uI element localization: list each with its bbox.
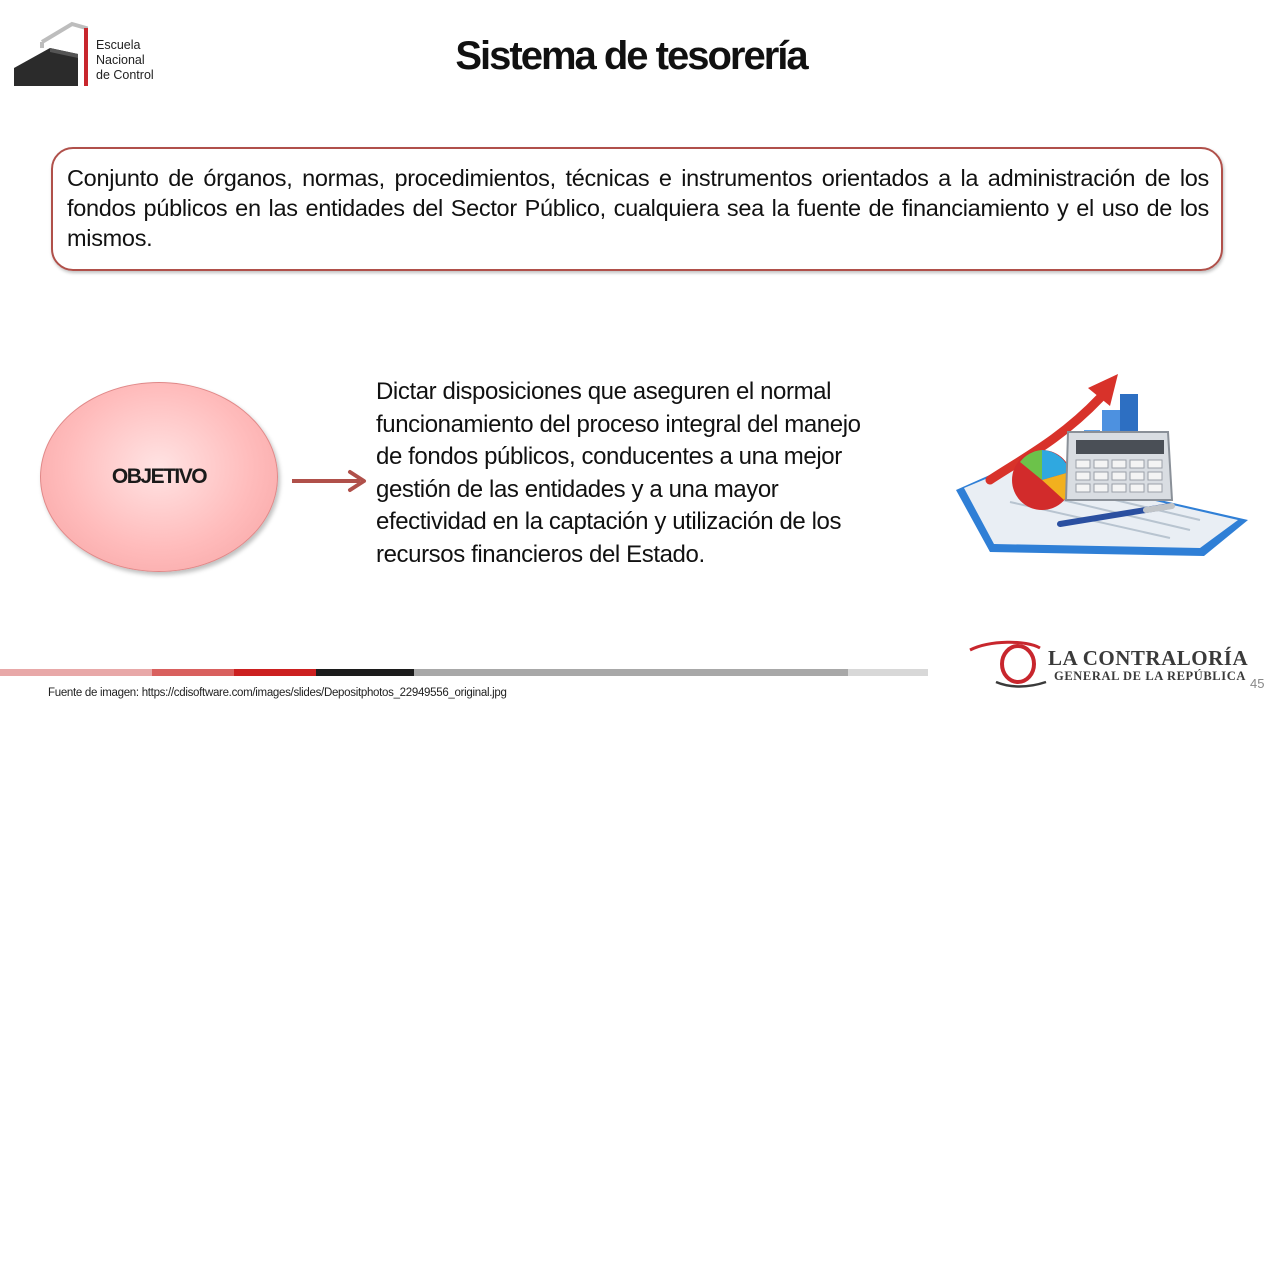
- finance-chart-calculator-icon: [950, 370, 1252, 566]
- objective-line: Dictar disposiciones que aseguren el normal: [376, 378, 832, 405]
- page-number: 45: [1250, 676, 1265, 691]
- footer-bar-segment: [414, 669, 848, 676]
- arrow-right-icon: [290, 468, 370, 499]
- image-source-note: Fuente de imagen: https://cdisoftware.com/images/slides/Depositphotos_22949556_original.jpg: [48, 687, 507, 699]
- footer-bar-segment: [848, 669, 928, 676]
- footer-color-bar: [0, 669, 928, 676]
- contraloria-name: LA CONTRALORÍA: [1048, 646, 1249, 670]
- footer-bar-segment: [0, 669, 152, 676]
- objective-line: recursos financieros del Estado.: [376, 540, 705, 568]
- objective-line: funcionamiento del proceso integral del manejo: [376, 410, 861, 438]
- footer-bar-segment: [316, 669, 414, 676]
- objective-line: efectividad en la captación y utilización de los: [376, 508, 842, 535]
- school-logo-line: de Control: [96, 68, 154, 82]
- school-logo-line: Nacional: [96, 53, 145, 67]
- contraloria-subtitle: GENERAL DE LA REPÚBLICA: [1054, 669, 1246, 683]
- footer-bar-segment: [234, 669, 316, 676]
- finance-illustration: [950, 370, 1252, 566]
- school-logo-line: Escuela: [96, 38, 141, 52]
- objective-label: OBJETIVO: [111, 465, 207, 488]
- definition-box: [51, 147, 1223, 271]
- contraloria-logo: [966, 638, 1256, 690]
- objective-ellipse: [40, 382, 278, 572]
- objective-line: de fondos públicos, conducentes a una mejor: [376, 443, 842, 470]
- footer-bar-segment: [152, 669, 234, 676]
- definition-text: Conjunto de órganos, normas, procedimientos, técnicas e instrumentos orientados a la administración de los fondos públicos en las entidades del Sector Público, cualquiera sea la fuente de financiamiento y el uso de los mismos.: [67, 165, 1209, 251]
- objective-line: gestión de las entidades y a una mayor: [376, 475, 779, 503]
- contraloria-swoosh-icon: [966, 638, 1052, 690]
- page-title: Sistema de tesorería: [455, 34, 807, 78]
- objective-text: [376, 376, 922, 571]
